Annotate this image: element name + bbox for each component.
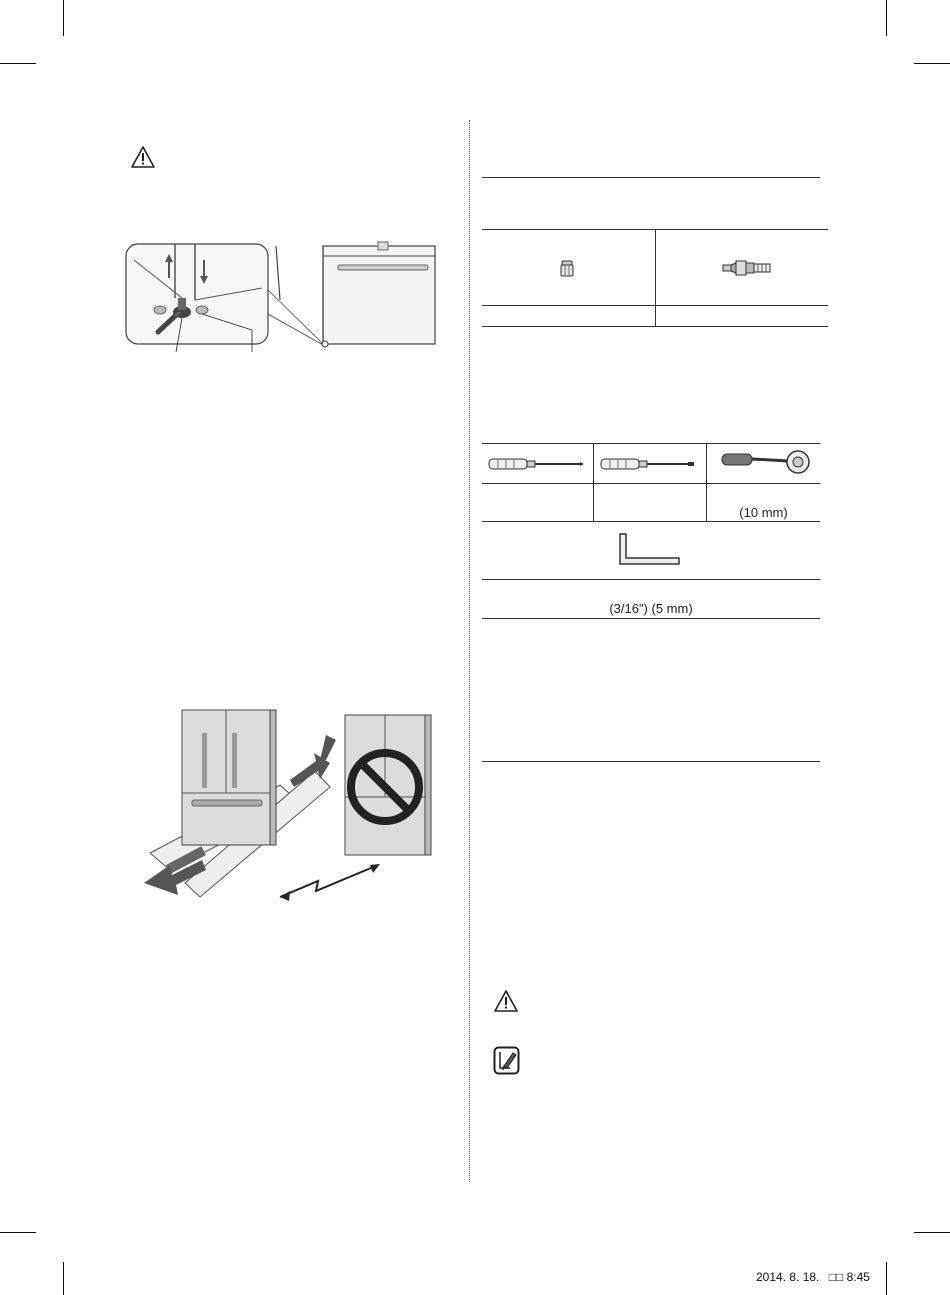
parts-table-top-rule [482,177,820,178]
parts-table-bottom-rule [482,326,828,327]
leveling-foot-illustration [120,240,440,355]
crop-mark [914,1232,950,1233]
parts-table-label-rule [482,305,828,306]
footer-squares: □□ [828,1270,844,1284]
tools-table-hexkey-rule [482,579,820,580]
footer-date: 2014. 8. 18. [756,1270,820,1284]
moving-refrigerator-illustration [140,705,440,905]
section-rule [482,761,820,762]
socket-size-label: (10 mm) [739,505,788,520]
print-footer [756,1270,870,1284]
crop-mark [63,0,64,36]
tools-table-top-rule [482,443,820,444]
crop-mark [886,1262,887,1295]
fitting-adapter-icon [722,260,772,276]
crop-mark [886,0,887,36]
hex-key-size-label: (3/16") (5 mm) [609,601,693,616]
crop-mark [914,63,950,64]
footer-time: 8:45 [846,1270,870,1284]
tools-table-label-rule [482,483,820,484]
crop-mark [0,63,36,64]
crop-mark [0,1232,36,1233]
note-pencil-icon [493,1046,521,1076]
socket-wrench-icon [720,448,812,476]
hex-key-icon [617,532,683,566]
phillips-screwdriver-icon [488,456,584,472]
flat-screwdriver-icon [600,456,696,472]
tools-table-divider-1 [593,443,594,521]
tools-table-bottom-rule [482,618,820,619]
warning-triangle-icon [131,146,155,168]
column-divider [469,120,470,1182]
warning-triangle-icon [494,990,518,1012]
compression-nut-icon [560,260,574,278]
parts-table-column-divider [655,229,656,326]
tools-table-mid-rule [482,521,820,522]
crop-mark [63,1262,64,1295]
